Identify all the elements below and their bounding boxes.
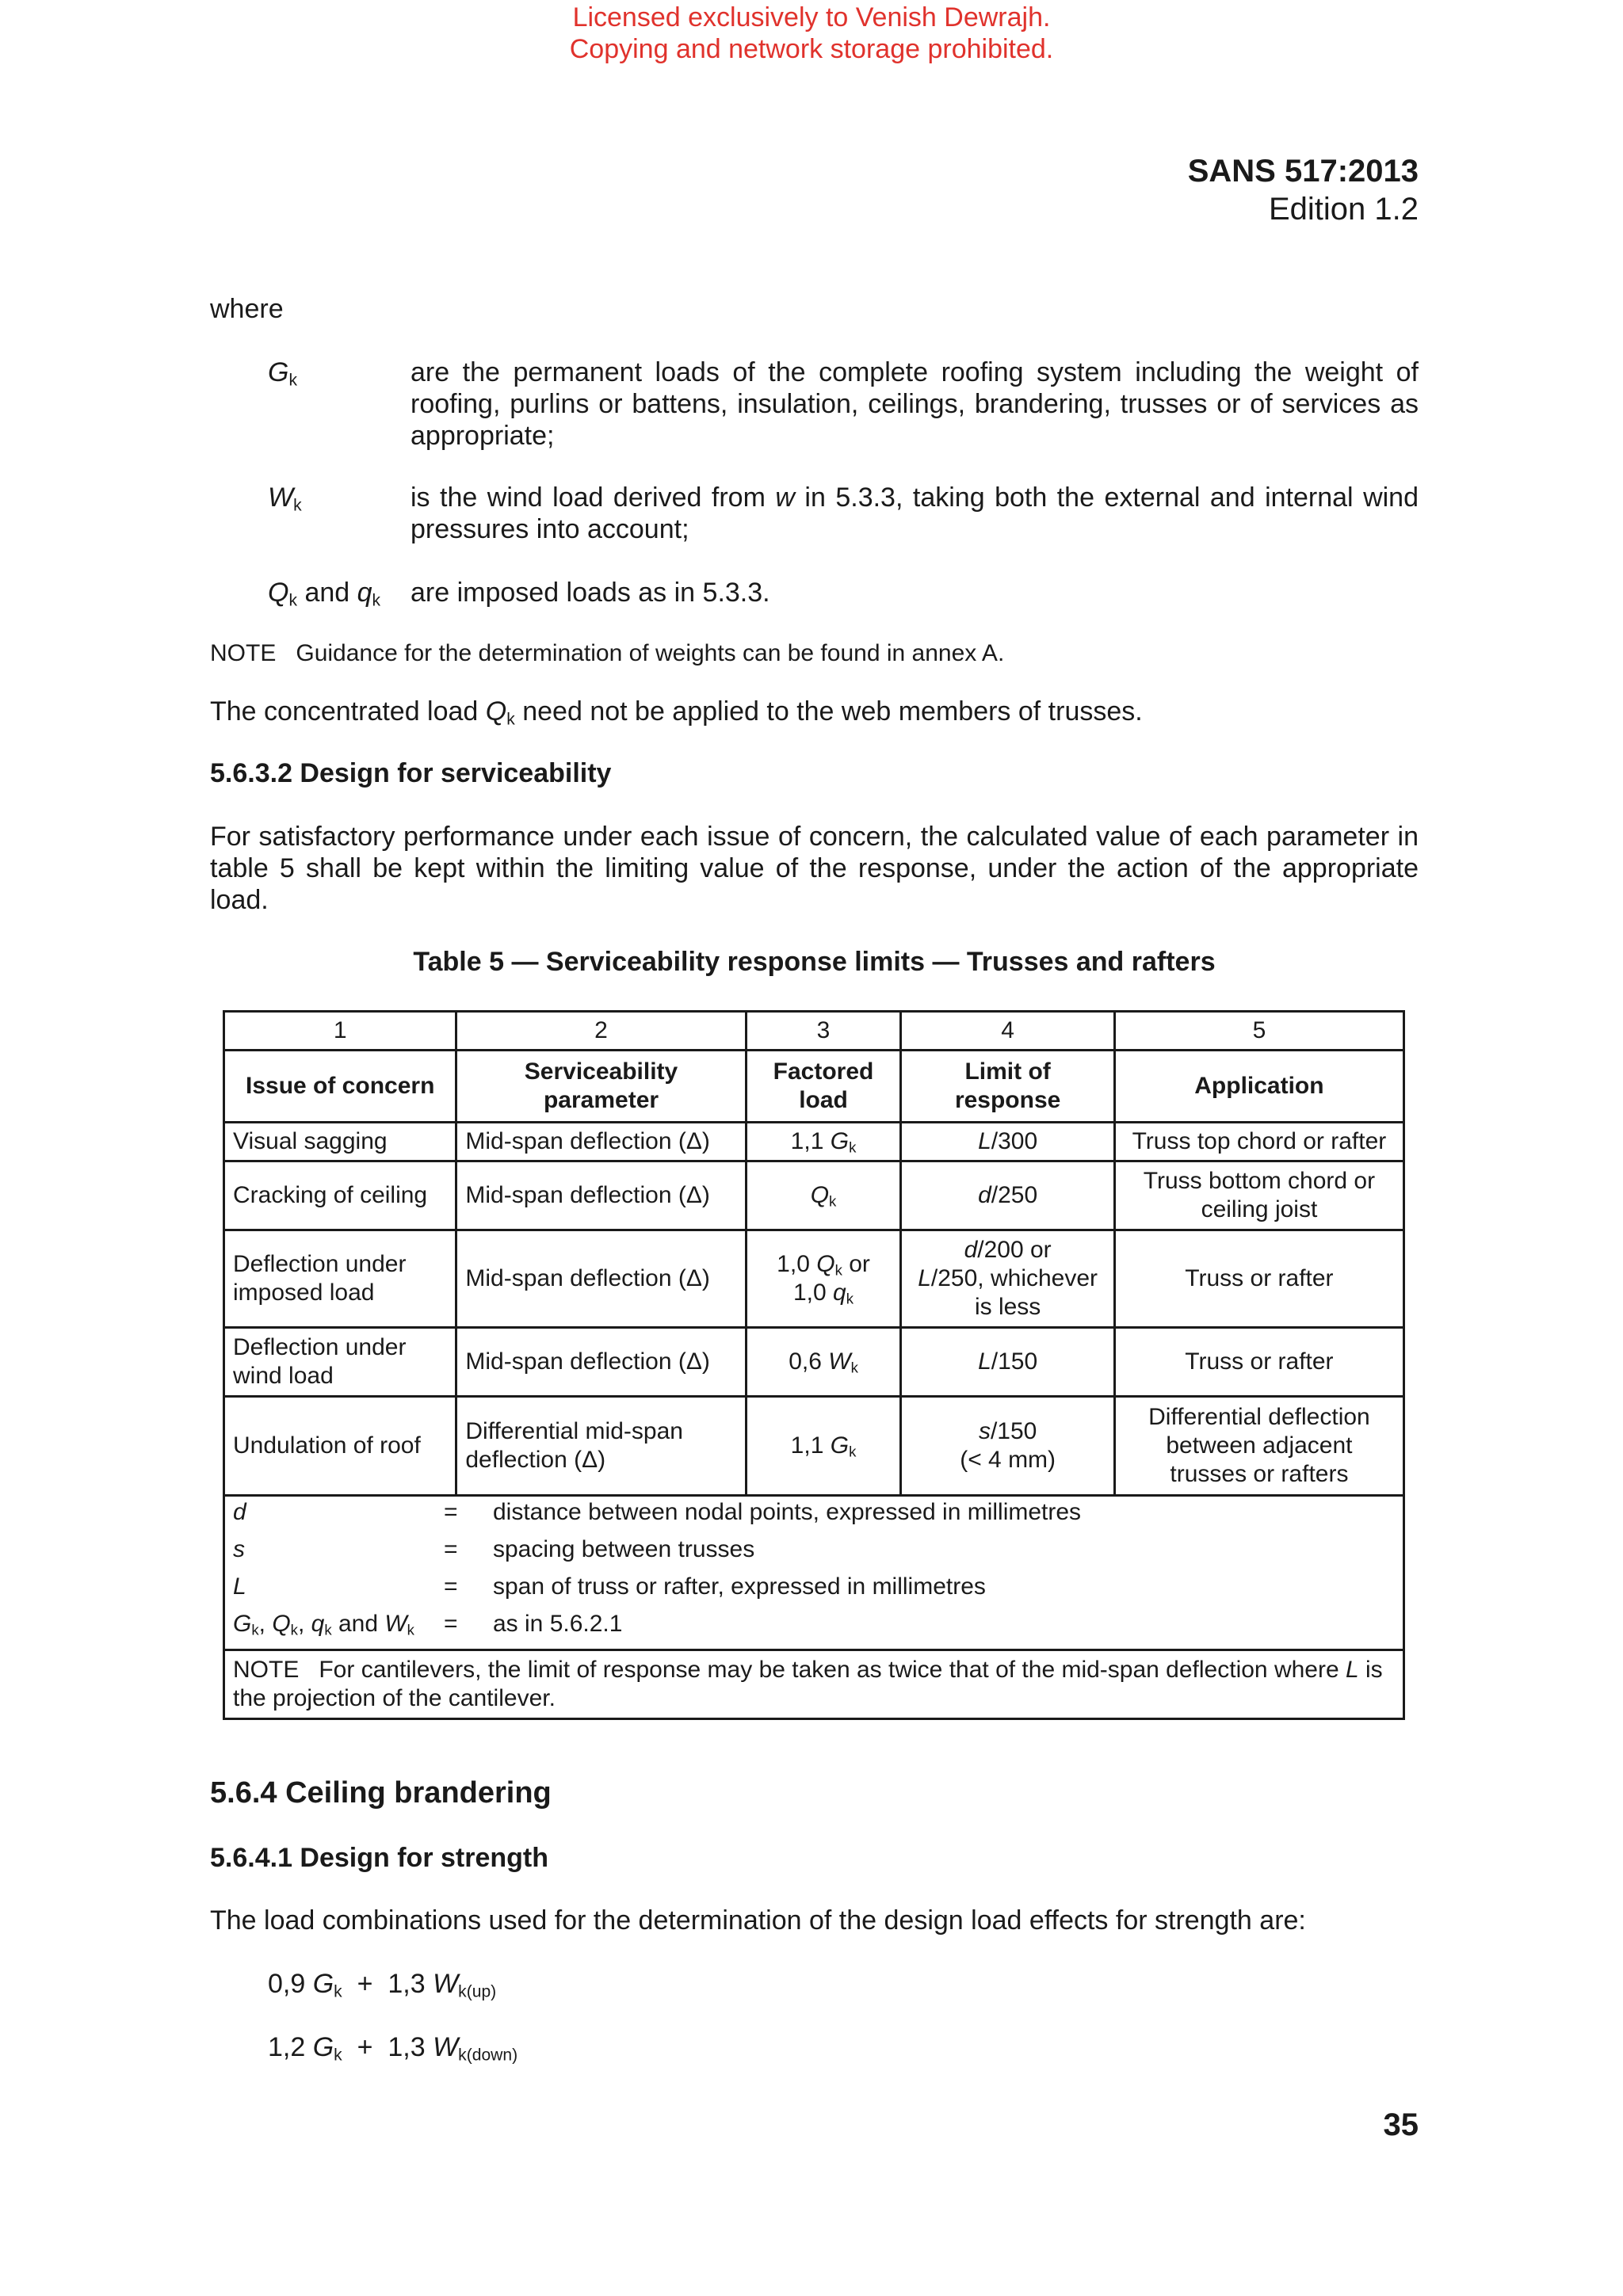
watermark-line-1: Licensed exclusively to Venish Dewrajh.	[572, 2, 1051, 32]
cell-issue: Undulation of roof	[224, 1397, 456, 1496]
table-row	[224, 1161, 1404, 1230]
table-row	[224, 1230, 1404, 1328]
section-heading-5632: 5.6.3.2 Design for serviceability	[210, 758, 612, 788]
cell-parameter: Mid-span deflection (Δ)	[456, 1230, 746, 1328]
serviceability-table	[223, 1010, 1405, 1720]
page-number: 35	[1383, 2107, 1419, 2142]
definition-text: are the permanent loads of the complete roofing system including the weight of roofing, purlins or battens, insulation, ceilings, brandering, trusses or of services as appropriate;	[411, 357, 1419, 451]
column-number: 2	[456, 1012, 746, 1051]
license-watermark	[0, 0, 1623, 65]
note-label: NOTE	[210, 640, 277, 666]
load-combination-2: 1,2 $G_k + 1,3$ $W_{k(down)}$	[268, 2032, 518, 2065]
edition-label: Edition 1.2	[1268, 192, 1419, 227]
cell-application: Truss bottom chord or ceiling joist	[1114, 1161, 1403, 1230]
legend-item-s: s = spacing between trusses	[233, 1536, 755, 1562]
cell-load: 1,1 $G_k$	[746, 1123, 901, 1161]
concentrated-load-paragraph: The concentrated load $Q_k$ need not be applied to the web members of trusses.	[210, 696, 1143, 729]
cell-issue: Deflection under imposed load	[224, 1230, 456, 1328]
table-row	[224, 1123, 1404, 1161]
definition-term: $Q_k$ and $q_k$	[268, 578, 381, 610]
header-load: Factored load	[746, 1051, 901, 1123]
document-identifier	[1188, 152, 1419, 228]
cell-parameter: Mid-span deflection (Δ)	[456, 1123, 746, 1161]
cell-limit: L/150	[901, 1328, 1114, 1397]
cell-application: Truss or rafter	[1114, 1230, 1403, 1328]
cell-issue: Deflection under wind load	[224, 1328, 456, 1397]
standard-number: SANS 517:2013	[1187, 154, 1419, 189]
section-heading-564: 5.6.4 Ceiling brandering	[210, 1776, 552, 1810]
serviceability-paragraph: For satisfactory performance under each issue of concern, the calculated value of each parameter in table 5 shall be kept within the limiting value of the response, under the action of the appropriate load.	[210, 822, 1419, 915]
legend-item-loads: $G_k$, $Q_k$, $q_k$ and $W_k$ = as in 5.6.2.1	[233, 1611, 623, 1638]
cell-application: Truss top chord or rafter	[1114, 1123, 1403, 1161]
table-legend-row	[224, 1496, 1404, 1650]
column-number: 4	[901, 1012, 1114, 1051]
note-text: Guidance for the determination of weights can be found in annex A.	[296, 640, 1005, 666]
cell-limit: L/300	[901, 1123, 1114, 1161]
where-label: where	[210, 294, 284, 324]
strength-paragraph: The load combinations used for the determination of the design load effects for strength are:	[210, 1905, 1306, 1936]
definition-text: are imposed loads as in 5.3.3.	[411, 578, 770, 608]
header-application: Application	[1114, 1051, 1403, 1123]
cell-parameter: Mid-span deflection (Δ)	[456, 1161, 746, 1230]
table-row	[224, 1397, 1404, 1496]
cell-application: Differential deflection between adjacent trusses or rafters	[1114, 1397, 1403, 1496]
definition-term: $G_k$	[268, 357, 297, 390]
header-issue: Issue of concern	[224, 1051, 456, 1123]
load-combination-1: 0,9 $G_k + 1,3$ $W_{k(up)}$	[268, 1969, 497, 2001]
column-number: 5	[1114, 1012, 1403, 1051]
cell-limit: d/200 or L/250, whichever is less	[901, 1230, 1114, 1328]
table-row	[224, 1328, 1404, 1397]
table-note: NOTE For cantilevers, the limit of response may be taken as twice that of the mid-span deflection where L is the projection of the cantilever.	[224, 1650, 1404, 1719]
section-heading-5641: 5.6.4.1 Design for strength	[210, 1843, 548, 1873]
column-number-row	[224, 1012, 1404, 1051]
definition-term: $W_k$	[268, 482, 302, 515]
column-number: 1	[224, 1012, 456, 1051]
definition-text: is the wind load derived from w in 5.3.3, taking both the external and internal wind pressures into account;	[411, 482, 1419, 544]
header-limit: Limit of response	[901, 1051, 1114, 1123]
cell-parameter: Mid-span deflection (Δ)	[456, 1328, 746, 1397]
legend-item-l: L = span of truss or rafter, expressed in millimetres	[233, 1573, 986, 1600]
table-caption: Table 5 — Serviceability response limits — Trusses and rafters	[413, 947, 1216, 977]
header-parameter: Serviceability parameter	[456, 1051, 746, 1123]
cell-load: $Q_k$	[746, 1161, 901, 1230]
cell-application: Truss or rafter	[1114, 1328, 1403, 1397]
cell-limit: d/250	[901, 1161, 1114, 1230]
cell-load: 0,6 $W_k$	[746, 1328, 901, 1397]
cell-limit: s/150 (< 4 mm)	[901, 1397, 1114, 1496]
table-note-row	[224, 1650, 1404, 1719]
note-weights	[210, 638, 1419, 669]
column-number: 3	[746, 1012, 901, 1051]
cell-parameter: Differential mid-span deflection (Δ)	[456, 1397, 746, 1496]
table-legend	[224, 1496, 1404, 1650]
cell-load: 1,0 $Q_k$ or 1,0 $q_k$	[746, 1230, 901, 1328]
cell-issue: Visual sagging	[224, 1123, 456, 1161]
cell-load: 1,1 $G_k$	[746, 1397, 901, 1496]
cell-issue: Cracking of ceiling	[224, 1161, 456, 1230]
legend-item-d: d = distance between nodal points, expressed in millimetres	[233, 1499, 1082, 1525]
header-row	[224, 1051, 1404, 1123]
watermark-line-2: Copying and network storage prohibited.	[569, 34, 1054, 64]
